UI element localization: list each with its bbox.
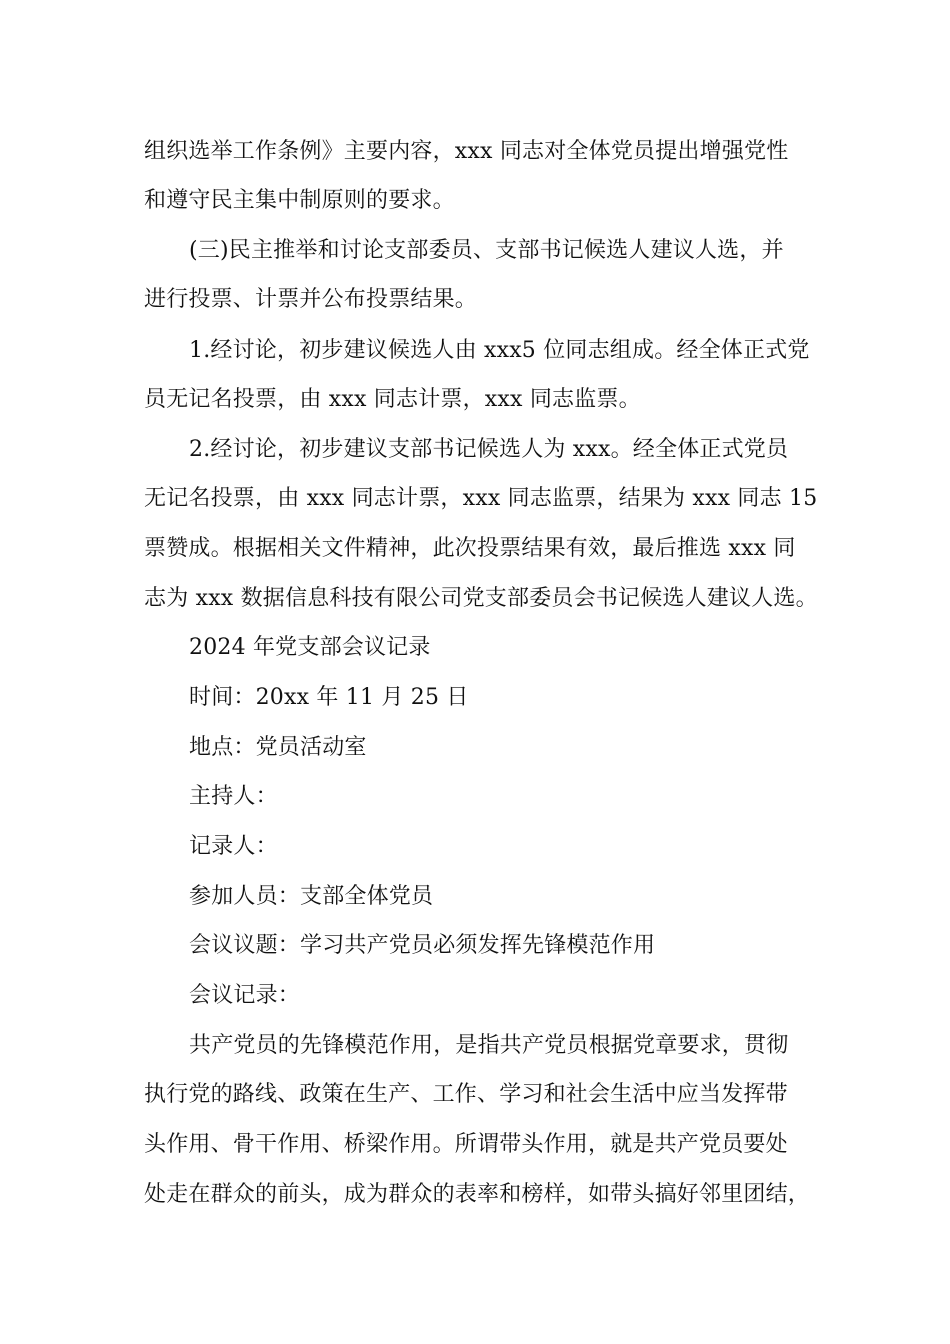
text-line: 无记名投票，由 xxx 同志计票，xxx 同志监票，结果为 xxx 同志 15 [144,486,818,511]
meeting-topic: 会议议题：学习共产党员必须发挥先锋模范作用 [189,933,656,958]
text-line: 执行党的路线、政策在生产、工作、学习和社会生活中应当发挥带 [144,1082,788,1107]
meeting-location: 地点：党员活动室 [189,735,367,760]
text-line: 志为 xxx 数据信息科技有限公司党支部委员会书记候选人建议人选。 [144,586,818,611]
section-title: 2024 年党支部会议记录 [189,635,431,660]
text-line: 共产党员的先锋模范作用，是指共产党员根据党章要求，贯彻 [189,1033,789,1058]
meeting-attendees: 参加人员：支部全体党员 [189,884,434,909]
text-line: 票赞成。根据相关文件精神，此次投票结果有效，最后推选 xxx 同 [144,536,796,561]
text-line: 进行投票、计票并公布投票结果。 [144,287,478,312]
text-line: 处走在群众的前头，成为群众的表率和榜样，如带头搞好邻里团结， [144,1182,811,1207]
text-line: 组织选举工作条例》主要内容，xxx 同志对全体党员提出增强党性 [144,139,789,164]
meeting-host: 主持人： [189,784,278,809]
text-line: 员无记名投票，由 xxx 同志计票，xxx 同志监票。 [144,387,641,412]
meeting-time: 时间：20xx 年 11 月 25 日 [189,685,469,710]
text-line: 头作用、骨干作用、桥梁作用。所谓带头作用，就是共产党员要处 [144,1132,788,1157]
list-item: 2.经讨论，初步建议支部书记候选人为 xxx。经全体正式党员 [189,437,789,462]
list-item: 1.经讨论，初步建议候选人由 xxx5 位同志组成。经全体正式党 [189,338,810,363]
paragraph-heading: (三)民主推举和讨论支部委员、支部书记候选人建议人选，并 [189,238,784,263]
meeting-recorder: 记录人： [189,834,278,859]
meeting-notes-label: 会议记录： [189,983,301,1008]
text-line: 和遵守民主集中制原则的要求。 [144,188,455,213]
